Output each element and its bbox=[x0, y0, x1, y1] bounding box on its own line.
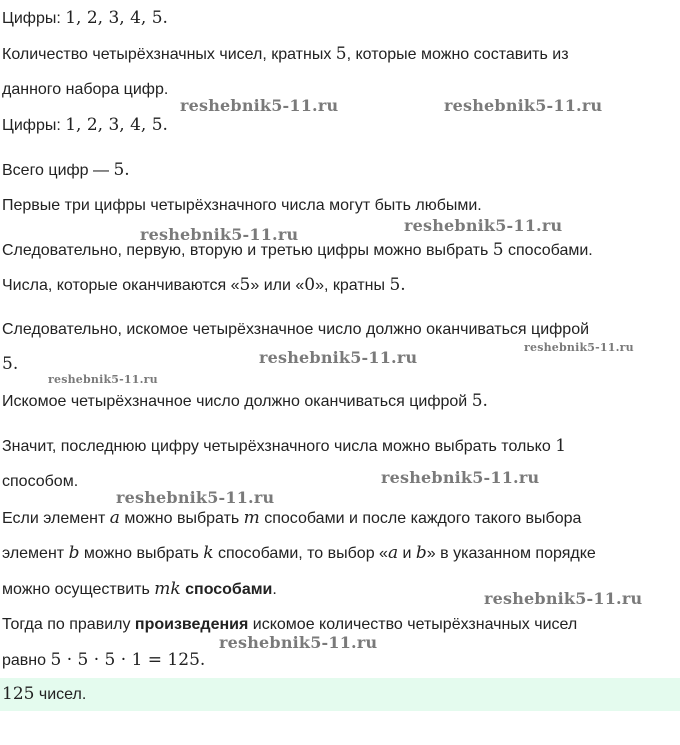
text: можно выбрать bbox=[119, 510, 244, 527]
watermark: reshebnik5-11.ru bbox=[180, 96, 339, 115]
watermark: reshebnik5-11.ru bbox=[484, 589, 643, 608]
product-rule-line-2 bbox=[2, 650, 205, 671]
text: Искомое четырёхзначное число должно оканчиваться цифрой bbox=[2, 393, 472, 410]
math: 5 · 5 · 5 · 1 = 125. bbox=[50, 650, 206, 670]
math: 1 bbox=[555, 436, 567, 456]
math: 5 bbox=[492, 240, 504, 260]
text: Цифры: bbox=[2, 117, 66, 134]
text: Числа, которые оканчиваются « bbox=[2, 277, 240, 294]
answer-line bbox=[2, 684, 86, 705]
task-line-1 bbox=[2, 44, 569, 65]
watermark: reshebnik5-11.ru bbox=[444, 96, 603, 115]
math-var: k bbox=[203, 543, 214, 563]
text: » или « bbox=[250, 277, 305, 294]
text: » в указанном порядке bbox=[426, 545, 596, 562]
rule-line-1 bbox=[2, 508, 581, 529]
watermark: reshebnik5-11.ru bbox=[116, 488, 275, 507]
rule-line-3 bbox=[2, 579, 277, 600]
math: 5. bbox=[113, 160, 130, 180]
text: Цифры: bbox=[2, 10, 66, 27]
text: элемент bbox=[2, 545, 69, 562]
consequence-line-2 bbox=[2, 320, 589, 340]
math: 5. bbox=[2, 354, 19, 374]
math: 5 bbox=[335, 44, 347, 64]
text: данного набора цифр. bbox=[2, 81, 169, 98]
digits-line-2 bbox=[2, 115, 168, 136]
bold-text: способами bbox=[180, 581, 273, 598]
text: . bbox=[272, 581, 277, 598]
text: способом. bbox=[2, 473, 79, 490]
text: Тогда по правилу bbox=[2, 616, 135, 633]
math: 0 bbox=[304, 275, 316, 295]
text: равно bbox=[2, 652, 51, 669]
text: можно осуществить bbox=[2, 581, 155, 598]
watermark: reshebnik5-11.ru bbox=[524, 341, 634, 354]
text: Следовательно, искомое четырёхзначное число должно оканчиваться цифрой bbox=[2, 321, 590, 338]
divisibility-line bbox=[2, 275, 406, 296]
text: Количество четырёхзначных чисел, кратных bbox=[2, 46, 336, 63]
one-way-line-2 bbox=[2, 472, 78, 492]
text: Следовательно, первую, вторую и третью цифры можно выбрать bbox=[2, 242, 493, 259]
watermark: reshebnik5-11.ru bbox=[259, 348, 418, 367]
text: , которые можно составить из bbox=[346, 46, 569, 63]
math-var: a bbox=[109, 508, 120, 528]
text: Всего цифр — bbox=[2, 162, 114, 179]
text: искомое количество четырёхзначных чисел bbox=[248, 616, 578, 633]
product-rule-line-1 bbox=[2, 615, 577, 635]
math-var: m bbox=[243, 508, 260, 528]
consequence-line-2b bbox=[2, 354, 18, 375]
last-digit-line bbox=[2, 391, 488, 412]
math: 1, 2, 3, 4, 5. bbox=[65, 8, 168, 28]
math: 5. bbox=[389, 275, 406, 295]
total-digits-line bbox=[2, 160, 130, 181]
text: способами и после каждого такого выбора bbox=[259, 510, 582, 527]
text: можно выбрать bbox=[79, 545, 204, 562]
watermark: reshebnik5-11.ru bbox=[48, 373, 158, 386]
task-line-2 bbox=[2, 80, 168, 100]
text: и bbox=[398, 545, 416, 562]
text: способами, то выбор « bbox=[213, 545, 388, 562]
math: 125 bbox=[2, 684, 35, 704]
watermark: reshebnik5-11.ru bbox=[404, 216, 563, 235]
watermark: reshebnik5-11.ru bbox=[381, 468, 540, 487]
watermark: reshebnik5-11.ru bbox=[219, 633, 378, 652]
digits-line bbox=[2, 8, 168, 29]
text: способами. bbox=[503, 242, 593, 259]
one-way-line-1 bbox=[2, 436, 566, 457]
first-three-line bbox=[2, 196, 482, 216]
text: Если элемент bbox=[2, 510, 110, 527]
math: 1, 2, 3, 4, 5. bbox=[65, 115, 168, 135]
watermark: reshebnik5-11.ru bbox=[140, 225, 299, 244]
text: », кратны bbox=[315, 277, 390, 294]
math: 5 bbox=[239, 275, 251, 295]
math: 5. bbox=[471, 391, 488, 411]
math-var: a bbox=[387, 543, 399, 563]
text: чисел. bbox=[34, 686, 87, 703]
math-var: b bbox=[68, 543, 80, 563]
text: Значит, последнюю цифру четырёхзначного числа можно выбрать только bbox=[2, 438, 556, 455]
bold-text: произведения bbox=[134, 616, 249, 633]
math-var: mk bbox=[154, 579, 181, 599]
answer-box bbox=[0, 678, 680, 711]
text: Первые три цифры четырёхзначного числа могут быть любыми. bbox=[2, 197, 482, 214]
math-var: b bbox=[415, 543, 427, 563]
rule-line-2 bbox=[2, 543, 596, 564]
